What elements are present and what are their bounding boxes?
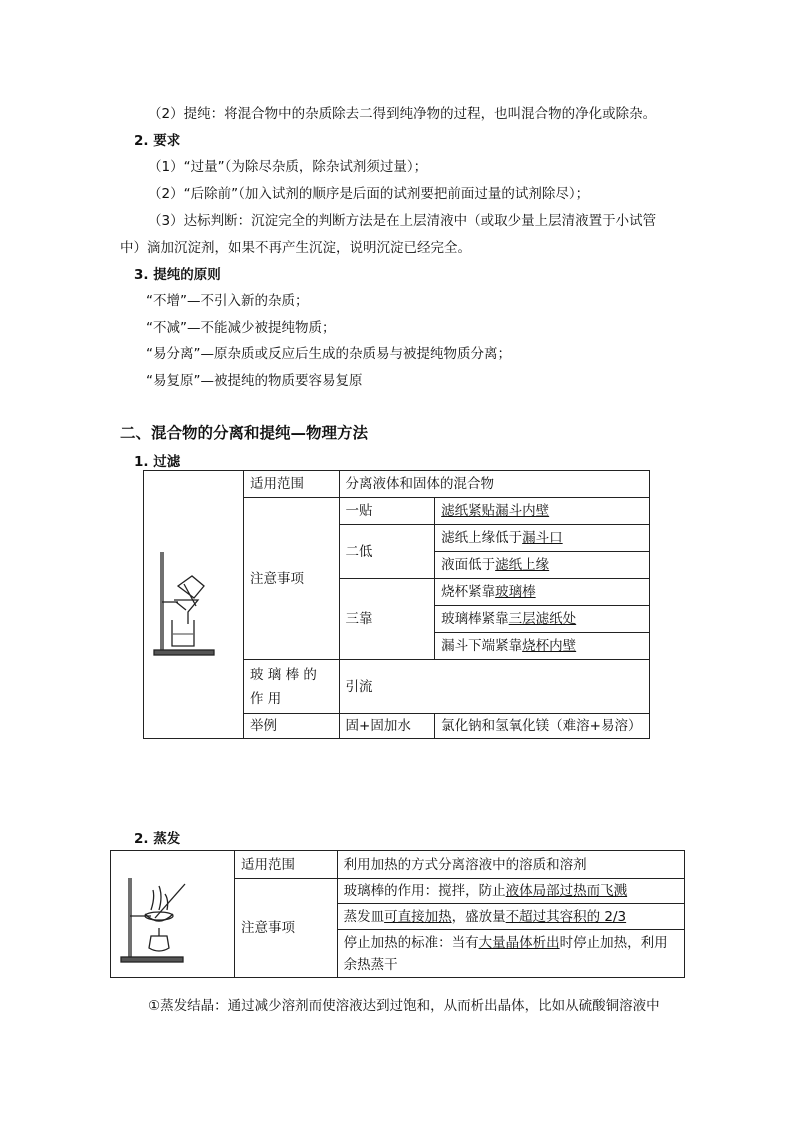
sankao-2-emph: 三层滤纸处 (508, 611, 577, 627)
erdi-label: 二低 (339, 525, 435, 579)
section-2-title: 二、混合物的分离和提纯—物理方法 (120, 424, 369, 442)
filter-heading: 1. 过滤 (134, 454, 181, 470)
principle-2: “不减”—不能减少被提纯物质； (146, 320, 336, 336)
evap-note-3-emph: 大量晶体析出 (478, 934, 560, 951)
example-label: 举例 (244, 714, 340, 739)
evap-note-1-text: 玻璃棒的作用：搅拌，防止 (343, 883, 506, 899)
sankao-1-emph: 玻璃棒 (495, 584, 536, 600)
evap-scope-value: 利用加热的方式分离溶液中的溶质和溶剂 (337, 851, 684, 879)
sankao-3-emph: 烧杯内壁 (522, 638, 577, 654)
filter-notes-label: 注意事项 (244, 498, 340, 660)
evap-note-3-text-b: 时停止加热，利用余热蒸干 (343, 934, 668, 973)
example-value: 氯化钠和氢氧化镁（难溶+易溶） (435, 714, 650, 739)
requirement-1: （1）“过量”（为除尽杂质，除杂试剂须过量）； (148, 159, 428, 175)
evap-note-2 (337, 904, 684, 930)
filtration-apparatus-icon (144, 542, 243, 662)
evap-notes-label: 注意事项 (235, 879, 338, 978)
principle-1: “不增”—不引入新的杂质； (146, 293, 309, 309)
erdi-2-text: 液面低于 (441, 557, 496, 573)
principle-4: “易复原”—被提纯的物质要容易复原 (146, 373, 363, 389)
evap-note-2-text-a: 蒸发皿 (343, 908, 385, 925)
example-type: 固+固加水 (339, 714, 435, 739)
sankao-1 (435, 579, 650, 606)
requirement-2: （2）“后除前”（加入试剂的顺序是后面的试剂要把前面过量的试剂除尽）； (148, 186, 590, 202)
erdi-1 (435, 525, 650, 552)
sankao-2-text: 玻璃棒紧靠 (441, 611, 509, 627)
evap-note-2-text-b: ，盛放量 (451, 908, 506, 925)
erdi-2-emph: 滤纸上缘 (495, 557, 550, 573)
evap-note-2-emph-b: 不超过其容积的 2/3 (505, 908, 627, 925)
erdi-1-emph: 漏斗口 (522, 530, 563, 546)
yitie-label: 一贴 (339, 498, 435, 525)
purify-definition: （2）提纯：将混合物中的杂质除去二得到纯净物的过程，也叫混合物的净化或除杂。 (148, 106, 657, 122)
evap-note-3-text-a: 停止加热的标准：当有 (343, 934, 479, 951)
evap-note-1-emph: 液体局部过热而飞溅 (505, 883, 628, 899)
rod-role-label: 玻 璃 棒 的 作 用 (244, 660, 340, 714)
filter-scope-value: 分离液体和固体的混合物 (339, 471, 649, 498)
evaporative-crystallization: ①蒸发结晶：通过减少溶剂而使溶液达到过饱和，从而析出晶体，比如从硫酸铜溶液中 (148, 998, 660, 1014)
principle-3: “易分离”—原杂质或反应后生成的杂质易与被提纯物质分离； (146, 346, 511, 362)
principles-heading: 3. 提纯的原则 (134, 267, 221, 283)
filtration-apparatus-figure (144, 471, 244, 739)
evaporation-apparatus-icon (111, 858, 234, 966)
sankao-3-text: 漏斗下端紧靠 (441, 638, 523, 654)
sankao-2 (435, 606, 650, 633)
erdi-2 (435, 552, 650, 579)
evaporation-apparatus-figure (111, 851, 235, 978)
yitie-desc-text: 滤纸紧贴漏斗内壁 (441, 503, 550, 519)
sankao-label: 三靠 (339, 579, 435, 660)
erdi-1-text: 滤纸上缘低于 (441, 530, 523, 546)
requirement-3a: （3）达标判断：沉淀完全的判断方法是在上层清液中（或取少量上层清液置于小试管 (148, 213, 657, 229)
yitie-desc (435, 498, 650, 525)
rod-role-value: 引流 (339, 660, 649, 714)
requirements-heading: 2. 要求 (134, 133, 181, 149)
evaporation-heading: 2. 蒸发 (134, 831, 181, 847)
evap-scope-label: 适用范围 (235, 851, 338, 879)
sankao-3 (435, 633, 650, 660)
evap-note-3 (337, 930, 684, 978)
sankao-1-text: 烧杯紧靠 (441, 584, 496, 600)
requirement-3b: 中）滴加沉淀剂，如果不再产生沉淀，说明沉淀已经完全。 (120, 240, 471, 256)
evap-note-1 (337, 879, 684, 904)
filtration-table (143, 470, 650, 739)
filter-scope-label: 适用范围 (244, 471, 340, 498)
evap-note-2-emph-a: 可直接加热 (384, 908, 452, 925)
evaporation-table (110, 850, 685, 978)
